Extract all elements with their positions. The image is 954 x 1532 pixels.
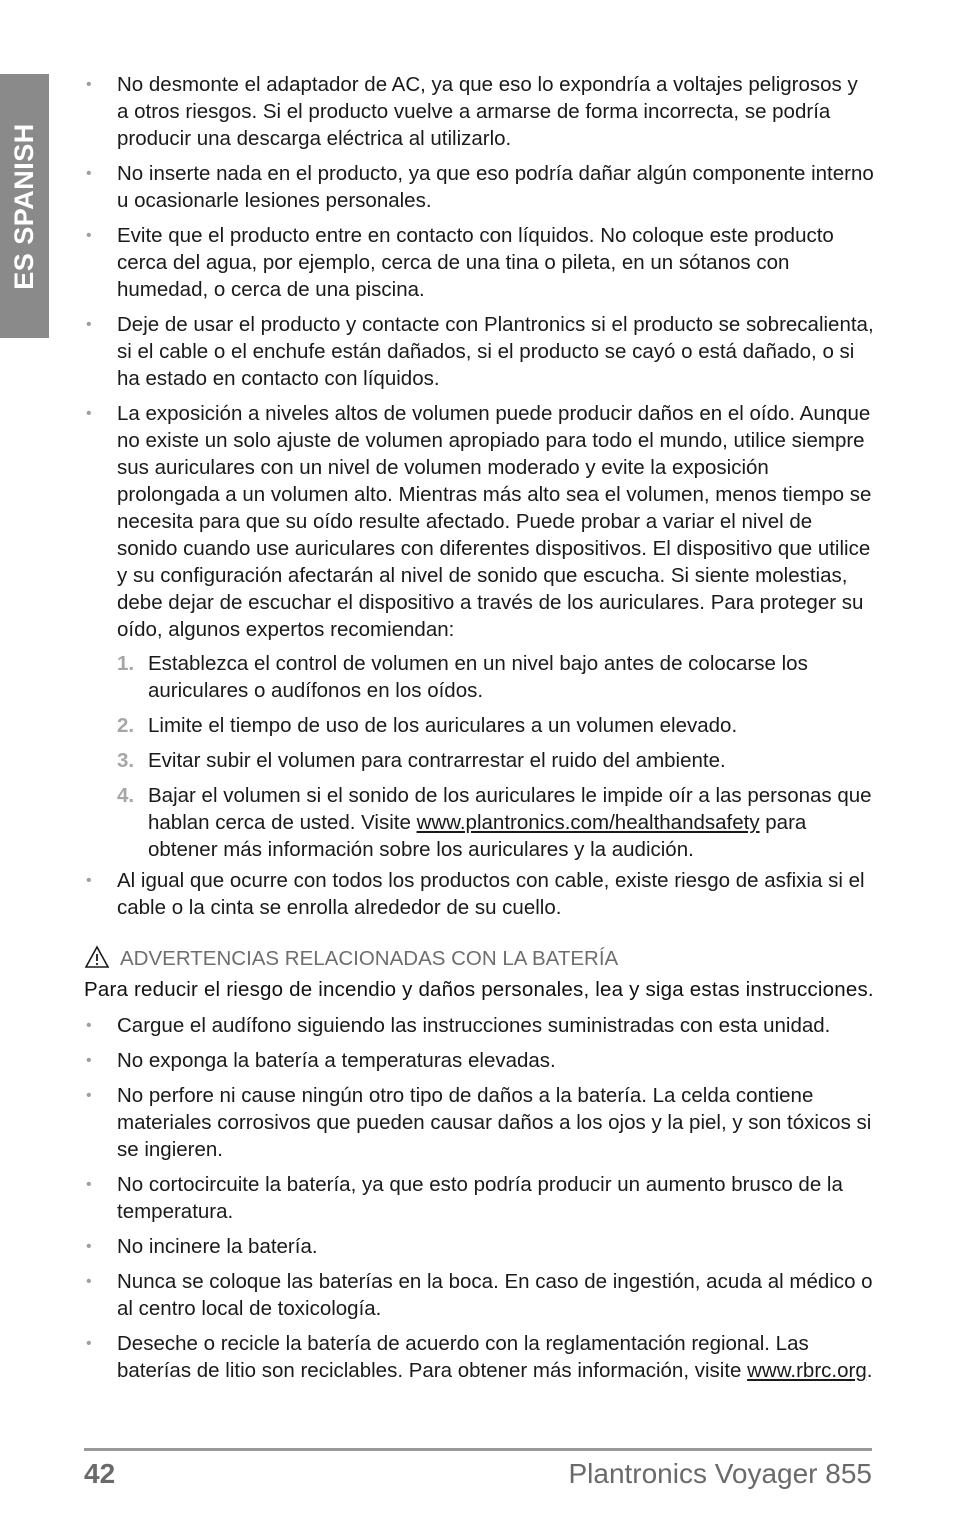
list-item: • Deje de usar el producto y contacte con Plantronics si el producto se sobrecalienta, si el cable o el enchufe están dañados, si el producto se cayó o está dañado, o si ha estado en contacto con líquidos.	[86, 313, 874, 390]
step-item: 1. Establezca el control de volumen en un nivel bajo antes de colocarse los auriculares o audífonos en los oídos.	[117, 652, 808, 702]
bullet-icon: •	[86, 1176, 92, 1193]
bullet-icon: •	[86, 1087, 92, 1104]
bullet-icon: •	[86, 1335, 92, 1352]
health-safety-link[interactable]: www.plantronics.com/healthandsafety	[416, 811, 760, 834]
bullet-icon: •	[86, 316, 92, 333]
bullet-icon: •	[86, 76, 92, 93]
battery-section-heading: ADVERTENCIAS RELACIONADAS CON LA BATERÍA	[84, 945, 874, 972]
language-label: ES SPANISH	[9, 122, 40, 290]
footer-divider	[84, 1448, 872, 1451]
bullet-icon: •	[86, 227, 92, 244]
step-number: 1.	[117, 652, 135, 675]
bullet-icon: •	[86, 405, 92, 422]
step-item: 3. Evitar subir el volumen para contrarrestar el ruido del ambiente.	[117, 749, 726, 772]
product-name: Plantronics Voyager 855	[568, 1458, 872, 1489]
list-item: • No incinere la batería.	[86, 1235, 318, 1258]
language-side-tab	[0, 74, 49, 338]
list-item: • No desmonte el adaptador de AC, ya que eso lo expondría a voltajes peligrosos y a otros riesgos. Si el producto vuelve a armarse de forma incorrecta, se podría producir una descarga eléctrica al utilizarlo.	[86, 73, 858, 150]
list-item: • No exponga la batería a temperaturas elevadas.	[86, 1049, 556, 1072]
warning-triangle-icon	[84, 945, 110, 969]
battery-section-intro: Para reducir el riesgo de incendio y daños personales, lea y siga estas instrucciones.	[84, 978, 874, 1001]
rbrc-link[interactable]: www.rbrc.org	[747, 1359, 867, 1382]
battery-bullet-list	[84, 1012, 874, 1384]
step-item: 4. Bajar el volumen si el sonido de los auriculares le impide oír a las personas que hablan cerca de usted. Visite www.plantronics.com/healthandsafety para obtener más información sobre los auriculares y la audición.	[117, 784, 872, 861]
step-number: 4.	[117, 784, 135, 807]
bullet-icon: •	[86, 1238, 92, 1255]
list-item: • Cargue el audífono siguiendo las instrucciones suministradas con esta unidad.	[86, 1014, 831, 1037]
page-content	[84, 71, 874, 1392]
list-item: • No cortocircuite la batería, ya que esto podría producir un aumento brusco de la temperatura.	[86, 1173, 843, 1223]
bullet-icon: •	[86, 1017, 92, 1034]
list-item: • Nunca se coloque las baterías en la boca. En caso de ingestión, acuda al médico o al centro local de toxicología.	[86, 1270, 873, 1320]
list-item: • No perfore ni cause ningún otro tipo de daños a la batería. La celda contiene materiales corrosivos que pueden causar daños a los ojos y la piel, y son tóxicos si se ingieren.	[86, 1084, 872, 1161]
bullet-icon: •	[86, 872, 92, 889]
bullet-icon: •	[86, 1273, 92, 1290]
list-item: • Al igual que ocurre con todos los productos con cable, existe riesgo de asfixia si el cable o la cinta se enrolla alrededor de su cuello.	[86, 869, 865, 919]
step-number: 3.	[117, 749, 135, 772]
safety-bullet-list	[84, 71, 874, 921]
list-item: • La exposición a niveles altos de volumen puede producir daños en el oído. Aunque no existe un solo ajuste de volumen apropiado para todo el mundo, utilice siempre sus auriculares con un nivel de volumen moderado y evite la exposición prolongada a un volumen alto. Mientras más alto sea el volumen, menos tiempo se necesita para que su oído resulte afectado. Puede probar a variar el nivel de sonido cuando use auriculares con diferentes dispositivos. El dispositivo que utilice y su configuración afectarán al nivel de sonido que escucha. Si siente molestias, debe dejar de escuchar el dispositivo a través de los auriculares. Para proteger su oído, algunos expertos recomiendan: 1. Establezca el control de volumen en un nivel bajo antes de colocarse los auriculares o audífonos en los oídos. 2. Limite el tiempo de uso de los auriculares a un volumen elevado. 3. Evitar subir el volumen para contrarrestar el ruido del ambiente. 4. Bajar el volumen si el sonido de los auriculares le impide oír a las personas que hablan cerca de usted. Visite www.plantronics.com/healthandsafety para obtener más información sobre los auriculares y la audición.	[84, 400, 874, 863]
list-item: • Evite que el producto entre en contacto con líquidos. No coloque este producto cerca del agua, por ejemplo, cerca de una tina o pileta, en un sótanos con humedad, o cerca de una piscina.	[86, 224, 834, 301]
bullet-icon: •	[86, 165, 92, 182]
step-number: 2.	[117, 714, 135, 737]
list-item: • Deseche o recicle la batería de acuerdo con la reglamentación regional. Las baterías de litio son reciclables. Para obtener más información, visite www.rbrc.org.	[86, 1332, 873, 1382]
step-item: 2. Limite el tiempo de uso de los auriculares a un volumen elevado.	[117, 714, 738, 737]
bullet-icon: •	[86, 1052, 92, 1069]
hearing-steps-list	[117, 650, 874, 863]
list-item: • No inserte nada en el producto, ya que eso podría dañar algún componente interno u ocasionarle lesiones personales.	[86, 162, 874, 212]
page-number: 42	[84, 1458, 116, 1489]
